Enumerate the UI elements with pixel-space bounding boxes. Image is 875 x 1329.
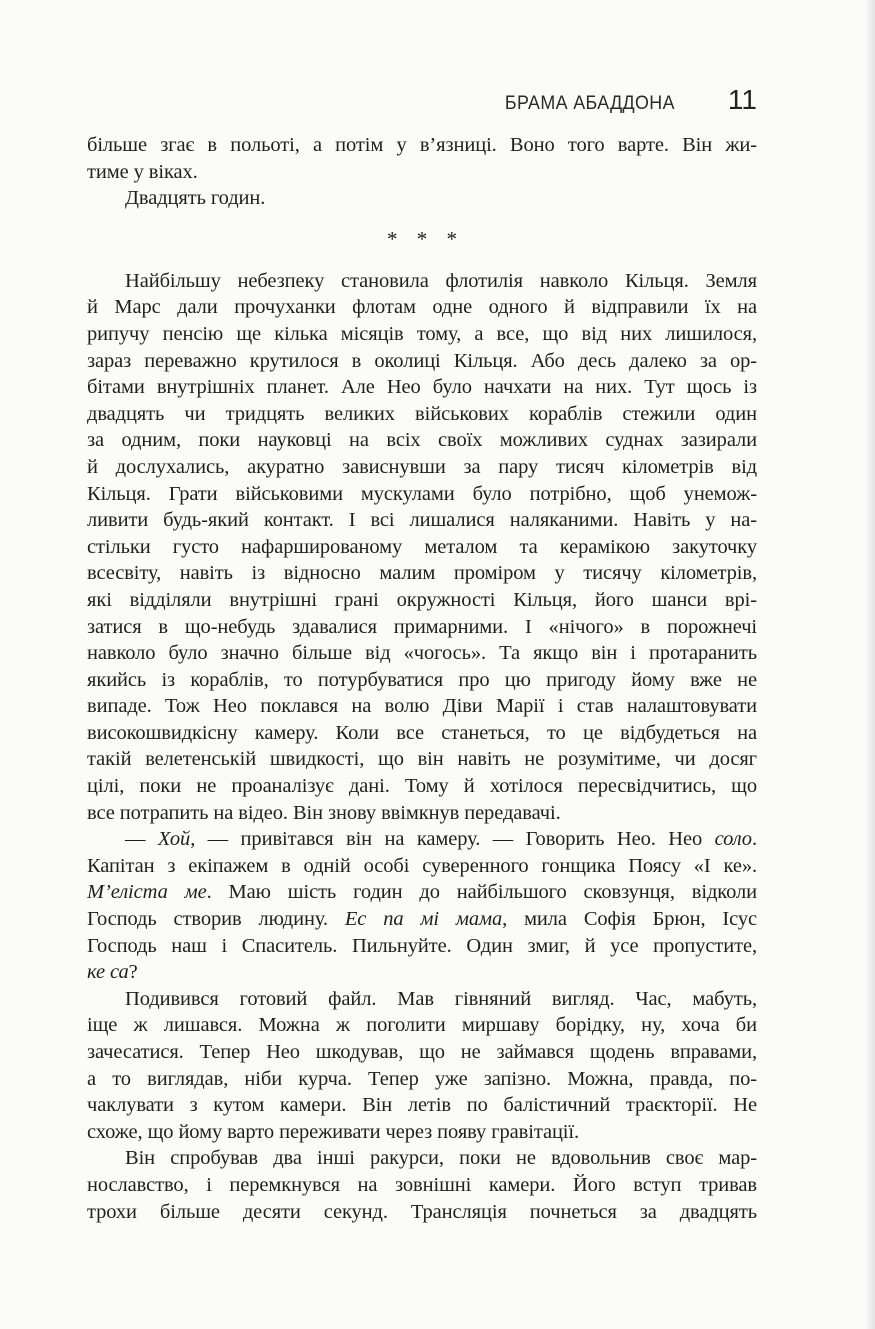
text-line: а то виглядав, ніби курча. Тепер уже запізно. Можна, правда, по- bbox=[87, 1067, 757, 1090]
text-line: випаде. Тож Нео поклався на волю Діви Марії і став налаштовувати bbox=[87, 695, 757, 718]
body-text bbox=[87, 132, 757, 1225]
text-line: зачесатися. Тепер Нео шкодував, що не займався щодень вправами, bbox=[87, 1041, 757, 1063]
page-number: 11 bbox=[727, 84, 757, 115]
text-line: навколо було значно більше від «чогось». Та якщо він і протаранить bbox=[87, 642, 757, 665]
text-line: схоже, що йому варто переживати через появу гравітації. bbox=[87, 1120, 580, 1143]
text-line: всесвіту, навіть із відносно малим проміром у тисячу кілометрів, bbox=[87, 562, 757, 585]
text-line: цілі, поки не проаналізує дані. Тому й хотілося пересвідчитись, що bbox=[87, 775, 757, 798]
text-line: все потрапить на відео. Він знову ввімкнув передавачі. bbox=[87, 801, 561, 824]
text-line: ливити будь-який контакт. І всі лишалися наляканими. Навіть у на- bbox=[87, 509, 757, 532]
text-line: й Марс дали прочуханки флотам одне одного й відправили їх на bbox=[87, 296, 757, 319]
text-line: тиме у віках. bbox=[87, 160, 198, 183]
text-line: за одним, поки науковці на всіх своїх можливих суднах зазирали bbox=[87, 429, 757, 452]
text-line: Двадцять годин. bbox=[125, 187, 266, 210]
text-line: стільки густо нафаршированому металом та керамікою закуточку bbox=[87, 535, 757, 558]
section-separator: * * * bbox=[387, 227, 457, 252]
text-line: які відділяли внутрішні грані окружності Кільця, його шанси врі- bbox=[87, 588, 757, 611]
text-line: Капітан з екіпажем в одній особі суверенного гонщика Поясу «І ке». bbox=[87, 854, 757, 877]
text-line: М’еліста ме. Маю шість годин до найбільшого сковзунця, відколи bbox=[87, 881, 757, 904]
text-line: такій велетенській швидкості, що він навіть не розумітиме, чи досяг bbox=[87, 748, 757, 771]
text-line: затися в що-небудь здавалися примарними. І «нічого» в порожнечі bbox=[87, 615, 757, 638]
text-line: Кільця. Грати військовими мускулами було потрібно, щоб унемож- bbox=[87, 482, 757, 505]
text-line: Господь наш і Спаситель. Пильнуйте. Один змиг, й усе пропустите, bbox=[87, 934, 757, 957]
scan-edge-shadow bbox=[865, 0, 875, 1329]
text-line: нославство, і перемкнувся на зовнішні камери. Його вступ тривав bbox=[87, 1173, 757, 1196]
text-line: якийсь із кораблів, то потурбуватися про цю пригоду йому вже не bbox=[87, 668, 757, 691]
text-line: Господь створив людину. Ес па мі мама, мила Софія Брюн, Ісус bbox=[87, 908, 757, 931]
page-header bbox=[87, 84, 757, 116]
text-line: ке са? bbox=[87, 961, 138, 984]
text-line: рипучу пенсію ще кілька місяців тому, а все, що від них лишилося, bbox=[87, 322, 757, 345]
text-line: Найбільшу небезпеку становила флотилія навколо Кільця. Земля bbox=[125, 269, 757, 292]
text-line: — Хой, — привітався він на камеру. — Говорить Нео. Нео соло. bbox=[125, 828, 757, 851]
running-title: БРАМА АБАДДОНА bbox=[504, 93, 675, 114]
text-line: більше згає в польоті, а потім у в’язниці. Воно того варте. Він жи- bbox=[87, 134, 757, 156]
text-line: двадцять чи тридцять великих військових кораблів стежили один bbox=[87, 402, 757, 425]
text-line: зараз переважно крутилося в околиці Кільця. Або десь далеко за ор- bbox=[87, 349, 757, 372]
text-line: бітами внутрішніх планет. Але Нео було начхати на них. Тут щось із bbox=[87, 376, 757, 399]
text-line: трохи більше десяти секунд. Трансляція почнеться за двадцять bbox=[87, 1200, 757, 1223]
text-line: й дослухались, акуратно зависнувши за пару тисяч кілометрів від bbox=[87, 455, 757, 478]
text-line: Подивився готовий файл. Мав гівняний вигляд. Час, мабуть, bbox=[125, 987, 757, 1010]
text-line: високошвидкісну камеру. Коли все станеться, то це відбудеться на bbox=[87, 721, 757, 744]
text-line: Він спробував два інші ракурси, поки не вдовольнив своє мар- bbox=[125, 1147, 757, 1170]
text-line: іще ж лишався. Можна ж поголити миршаву борідку, ну, хоча би bbox=[87, 1014, 757, 1037]
text-line: чаклувати з кутом камери. Він летів по балістичний траєкторії. Не bbox=[87, 1094, 757, 1117]
